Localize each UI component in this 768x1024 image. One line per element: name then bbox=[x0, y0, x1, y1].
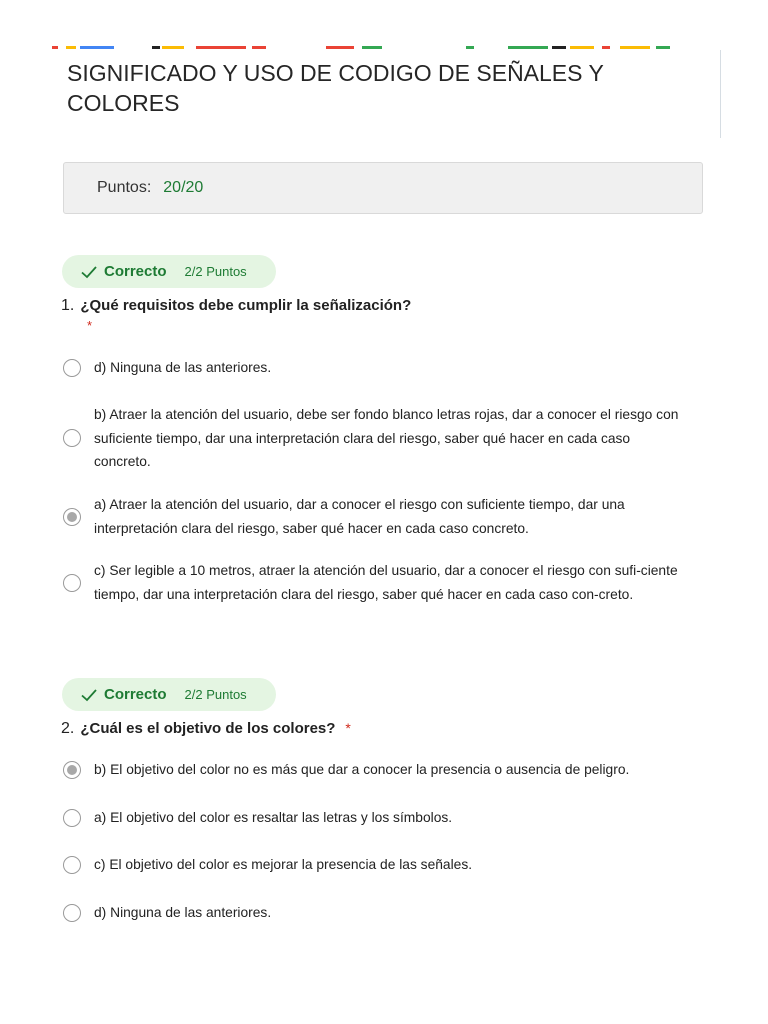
header-color-strip bbox=[48, 46, 678, 50]
question-2-number: 2. bbox=[61, 720, 75, 737]
question-1-status: Correcto bbox=[104, 263, 167, 280]
radio-button[interactable] bbox=[63, 574, 81, 592]
radio-button[interactable] bbox=[63, 429, 81, 447]
radio-button[interactable] bbox=[63, 904, 81, 922]
question-1-number: 1. bbox=[61, 297, 75, 314]
radio-button[interactable] bbox=[63, 359, 81, 377]
question-2-text: ¿Cuál es el objetivo de los colores? bbox=[80, 720, 336, 737]
option-label: a) El objetivo del color es resaltar las letras y los símbolos. bbox=[94, 810, 453, 825]
question-2-title bbox=[61, 720, 721, 738]
radio-button[interactable] bbox=[63, 809, 81, 827]
question-1-text: ¿Qué requisitos debe cumplir la señalización? bbox=[80, 297, 412, 314]
score-summary bbox=[63, 162, 703, 214]
radio-button-selected[interactable] bbox=[63, 508, 81, 526]
question-1-option-d[interactable] bbox=[63, 356, 683, 380]
question-1-option-b[interactable] bbox=[63, 403, 683, 474]
question-2-result-badge bbox=[62, 678, 276, 711]
option-label: c) El objetivo del color es mejorar la presencia de las señales. bbox=[94, 857, 473, 872]
question-1-title bbox=[61, 297, 721, 315]
question-2-option-d[interactable] bbox=[63, 901, 683, 925]
question-1-result-badge bbox=[62, 255, 276, 288]
question-2-required-mark: * bbox=[345, 720, 351, 736]
option-label: b) Atraer la atención del usuario, debe ser fondo blanco letras rojas, dar a conocer el riesgo con suficiente tiempo, dar una interpretación clara del riesgo, saber qué hacer en cada caso concreto. bbox=[94, 407, 679, 469]
radio-button[interactable] bbox=[63, 856, 81, 874]
check-icon bbox=[80, 686, 98, 704]
score-value: 20/20 bbox=[163, 179, 204, 196]
question-2-points: 2/2 Puntos bbox=[184, 687, 247, 702]
header-right-rule bbox=[720, 50, 721, 138]
question-1-option-a[interactable] bbox=[63, 493, 683, 540]
option-label: a) Atraer la atención del usuario, dar a conocer el riesgo con suficiente tiempo, dar una interpretación clara del riesgo, saber qué hacer en cada caso concreto. bbox=[94, 497, 625, 536]
question-1-option-c[interactable] bbox=[63, 559, 683, 606]
question-2-option-c[interactable] bbox=[63, 853, 683, 877]
question-2-status: Correcto bbox=[104, 686, 167, 703]
radio-button-selected[interactable] bbox=[63, 761, 81, 779]
check-icon bbox=[80, 263, 98, 281]
score-label: Puntos: bbox=[97, 179, 152, 196]
option-label: d) Ninguna de las anteriores. bbox=[94, 905, 272, 920]
form-title: SIGNIFICADO Y USO DE CODIGO DE SEÑALES Y COLORES bbox=[67, 60, 604, 116]
option-label: d) Ninguna de las anteriores. bbox=[94, 360, 272, 375]
question-2-option-b[interactable] bbox=[63, 758, 683, 782]
question-2-option-a[interactable] bbox=[63, 806, 683, 830]
option-label: b) El objetivo del color no es más que dar a conocer la presencia o ausencia de peligro. bbox=[94, 762, 630, 777]
question-1-points: 2/2 Puntos bbox=[184, 264, 247, 279]
question-1-required-mark: * bbox=[87, 318, 93, 333]
option-label: c) Ser legible a 10 metros, atraer la atención del usuario, dar a conocer el riesgo con sufi-ciente tiempo, dar una interpretación clara del riesgo, saber qué hacer en cada caso con-creto. bbox=[94, 563, 678, 602]
